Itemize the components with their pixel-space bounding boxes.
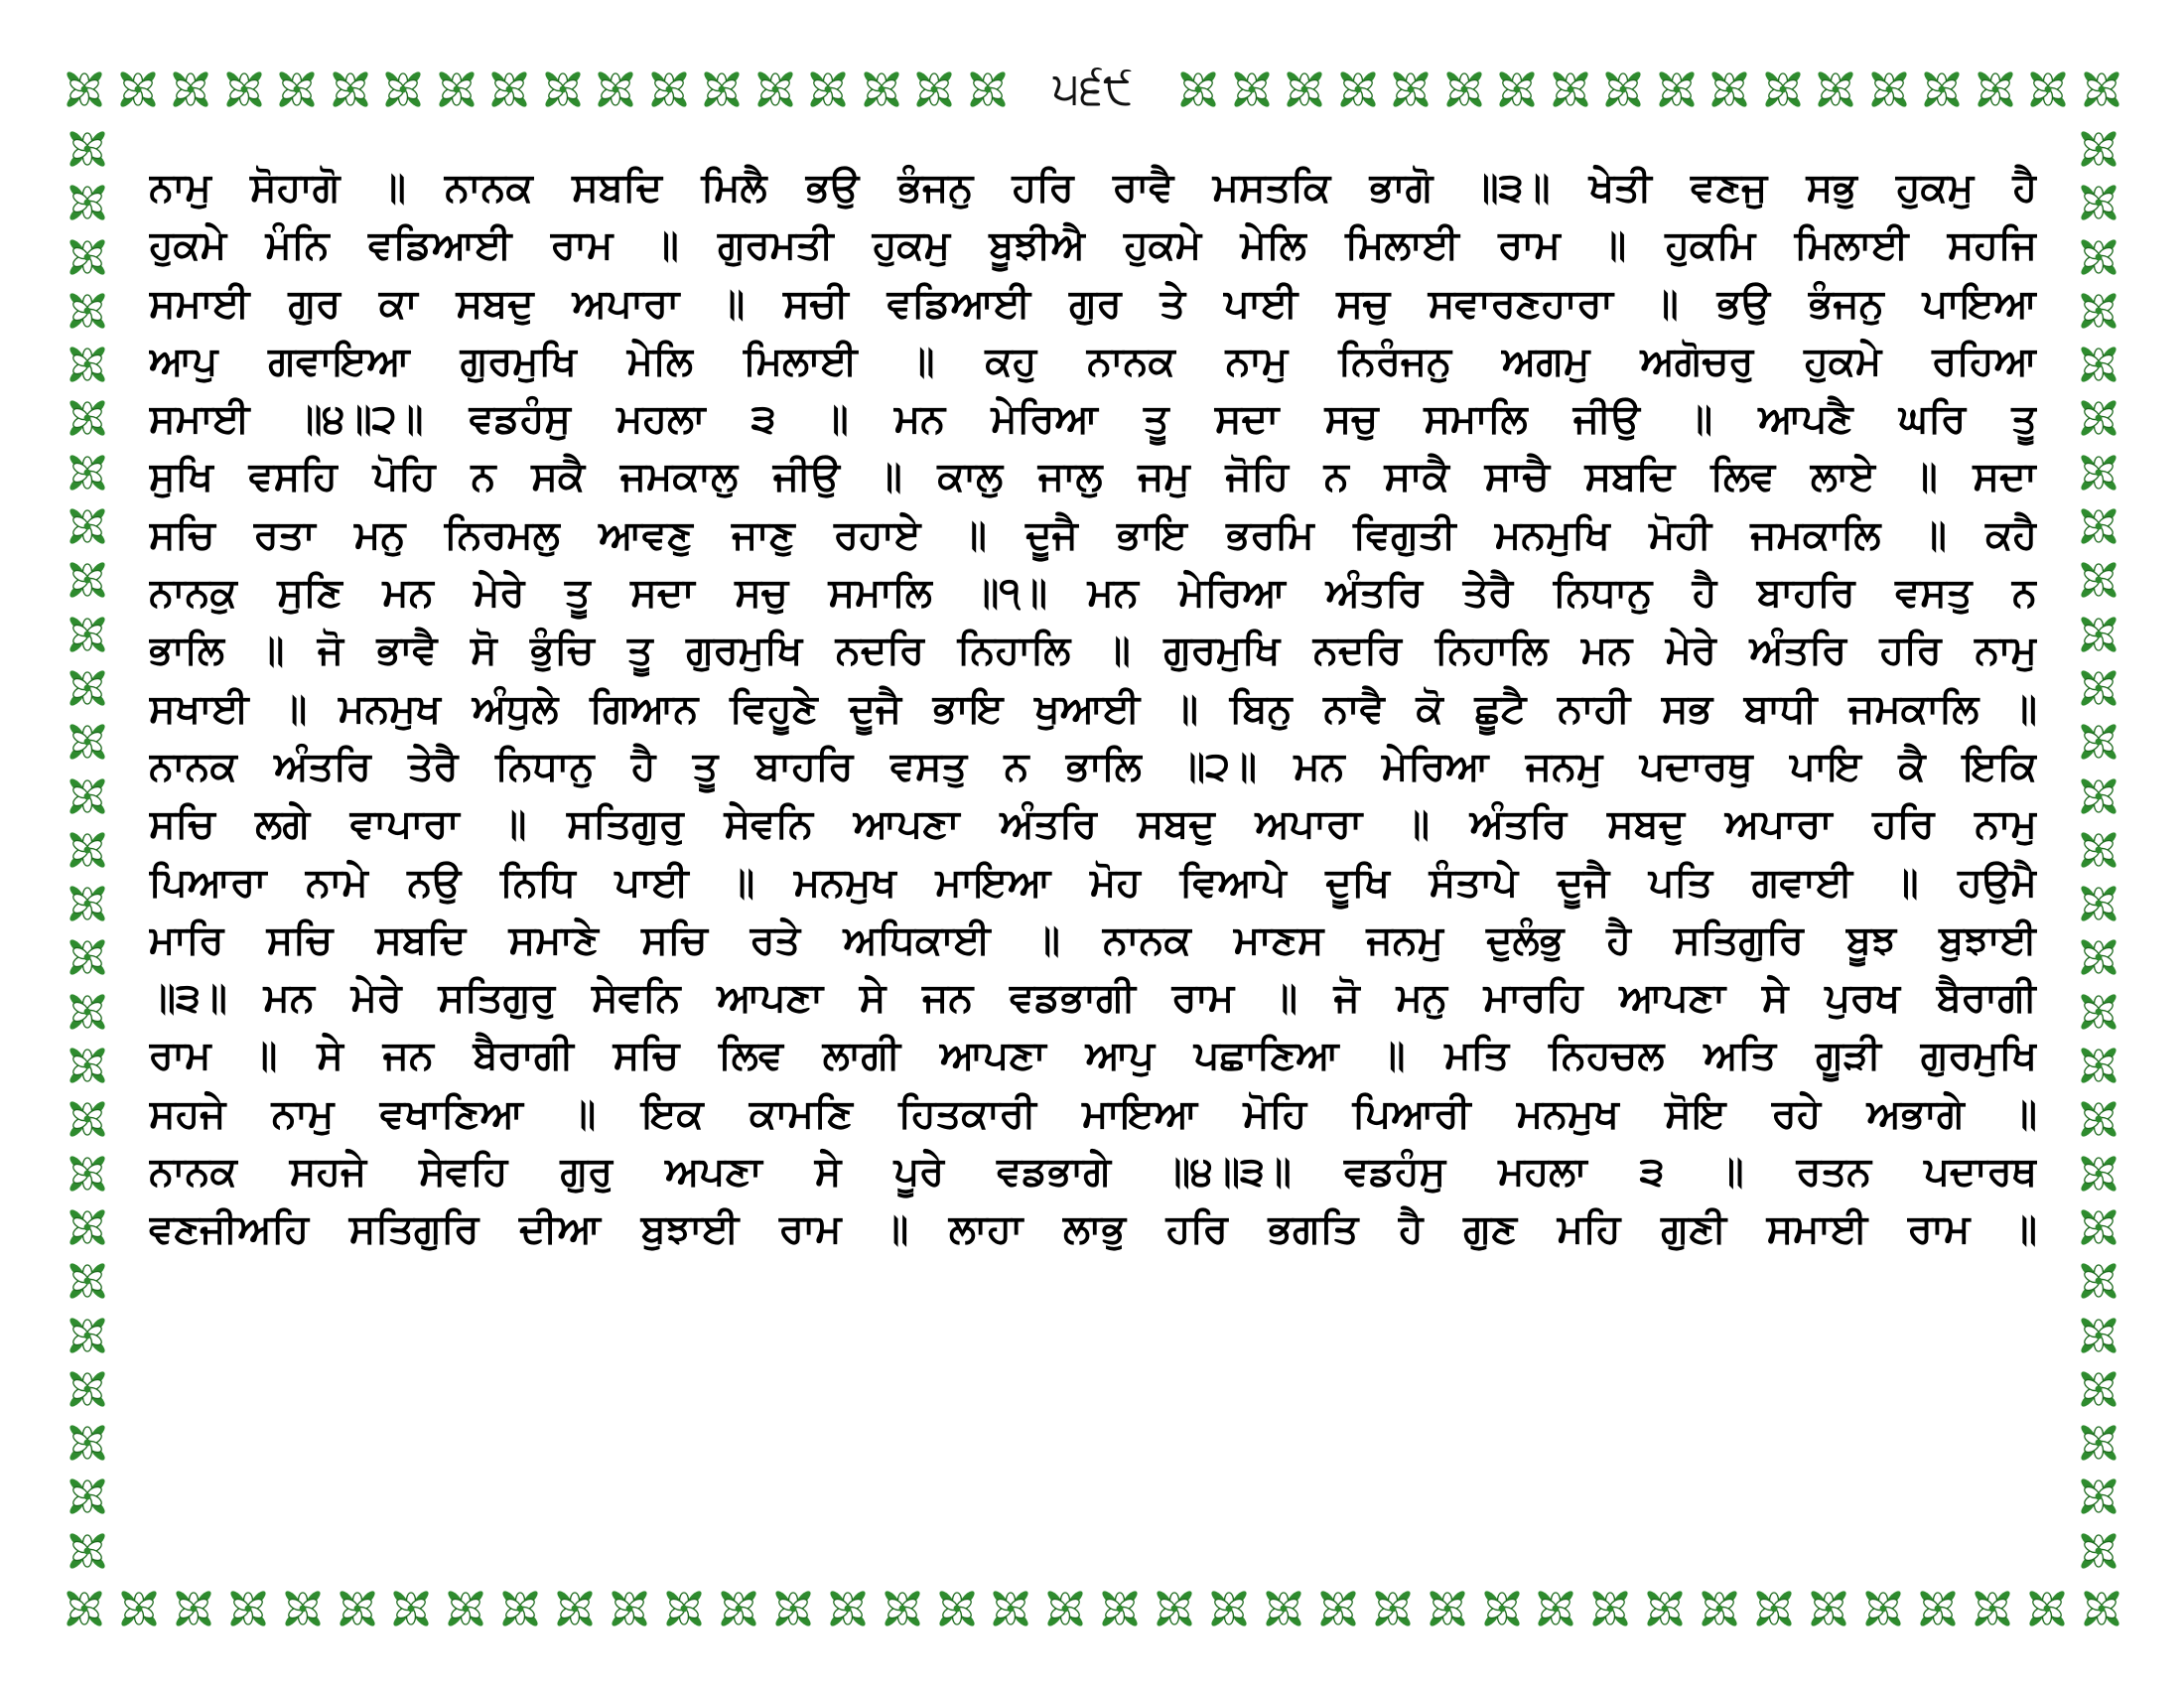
green-flower-icon xyxy=(1971,65,2020,114)
green-flower-icon xyxy=(1492,65,1542,114)
text-line: ਮਾਰਿ ਸਚਿ ਸਬਦਿ ਸਮਾਣੇ ਸਚਿ ਰਤੇ ਅਧਿਕਾਈ ॥ ਨਾਨਕ ਮਾਣਸ ਜਨਮੁ ਦੁਲੰਭੁ ਹੈ ਸਤਿਗੁਰਿ ਬੂਝ ਬੁਝਾਈ xyxy=(149,916,2037,963)
green-flower-icon xyxy=(63,879,112,928)
green-flower-icon xyxy=(1917,65,1967,114)
green-flower-icon xyxy=(2074,340,2123,389)
green-flower-icon xyxy=(1333,65,1383,114)
green-flower-icon xyxy=(2074,1472,2123,1521)
green-flower-icon xyxy=(1640,1584,1690,1633)
green-flower-icon xyxy=(1749,1584,1799,1633)
green-flower-icon xyxy=(1804,1584,1853,1633)
text-line: ਹੁਕਮੇ ਮੰਨਿ ਵਡਿਆਈ ਰਾਮ ॥ ਗੁਰਮਤੀ ਹੁਕਮੁ ਬੂਝੀਐ ਹੁਕਮੇ ਮੇਲਿ ਮਿਲਾਈ ਰਾਮ ॥ ਹੁਕਮਿ ਮਿਲਾਈ ਸਹਜਿ xyxy=(149,222,2037,269)
green-flower-icon xyxy=(1204,1584,1254,1633)
green-flower-icon xyxy=(272,65,322,114)
left-flower-border xyxy=(60,124,115,1576)
green-flower-icon xyxy=(1368,1584,1418,1633)
green-flower-icon xyxy=(169,1584,218,1633)
text-line: ਸਚਿ ਲਗੇ ਵਾਪਾਰਾ ॥ ਸਤਿਗੁਰੁ ਸੇਵਨਿ ਆਪਣਾ ਅੰਤਰਿ ਸਬਦੁ ਅਪਾਰਾ ॥ ਅੰਤਰਿ ਸਬਦੁ ਅਪਾਰਾ ਹਰਿ ਨਾਮੁ xyxy=(149,801,2037,848)
green-flower-icon xyxy=(1150,1584,1199,1633)
green-flower-icon xyxy=(63,1526,112,1576)
green-flower-icon xyxy=(1968,1584,2017,1633)
text-line: ਨਾਨਕੁ ਸੁਣਿ ਮਨ ਮੇਰੇ ਤੂ ਸਦਾ ਸਚੁ ਸਮਾਲਿ ॥੧॥ ਮਨ ਮੇਰਿਆ ਅੰਤਰਿ ਤੇਰੈ ਨਿਧਾਨੁ ਹੈ ਬਾਹਰਿ ਵਸਤੁ ਨ xyxy=(149,570,2037,617)
green-flower-icon xyxy=(1652,65,1702,114)
green-flower-icon xyxy=(2074,448,2123,497)
green-flower-icon xyxy=(63,663,112,713)
green-flower-icon xyxy=(63,610,112,659)
green-flower-icon xyxy=(2074,663,2123,713)
green-flower-icon xyxy=(386,1584,436,1633)
text-line: ਸਮਾਈ ਗੁਰ ਕਾ ਸਬਦੁ ਅਪਾਰਾ ॥ ਸਚੀ ਵਡਿਆਈ ਗੁਰ ਤੇ ਪਾਈ ਸਚੁ ਸਵਾਰਣਹਾਰਾ ॥ ਭਉ ਭੰਜਨੁ ਪਾਇਆ xyxy=(149,280,2037,327)
green-flower-icon xyxy=(768,1584,818,1633)
green-flower-icon xyxy=(644,65,694,114)
green-flower-icon xyxy=(1913,1584,1963,1633)
green-flower-icon xyxy=(378,65,428,114)
text-line: ਆਪੁ ਗਵਾਇਆ ਗੁਰਮੁਖਿ ਮੇਲਿ ਮਿਲਾਈ ॥ ਕਹੁ ਨਾਨਕ ਨਾਮੁ ਨਿਰੰਜਨੁ ਅਗਮੁ ਅਗੋਚਰੁ ਹੁਕਮੇ ਰਹਿਆ xyxy=(149,338,2037,384)
green-flower-icon xyxy=(1531,1584,1580,1633)
green-flower-icon xyxy=(2074,1526,2123,1576)
green-flower-icon xyxy=(63,448,112,497)
green-flower-icon xyxy=(63,1472,112,1521)
green-flower-icon xyxy=(113,65,163,114)
text-line: ਵਣਜੀਅਹਿ ਸਤਿਗੁਰਿ ਦੀਆ ਬੁਝਾਈ ਰਾਮ ॥ ਲਾਹਾ ਲਾਭੁ ਹਰਿ ਭਗਤਿ ਹੈ ਗੁਣ ਮਹਿ ਗੁਣੀ ਸਮਾਈ ਰਾਮ ॥ xyxy=(149,1206,2037,1253)
green-flower-icon xyxy=(63,1418,112,1468)
green-flower-icon xyxy=(63,178,112,227)
green-flower-icon xyxy=(2077,65,2126,114)
green-flower-icon xyxy=(63,932,112,982)
green-flower-icon xyxy=(63,1256,112,1306)
green-flower-icon xyxy=(63,393,112,443)
text-line: ਸਮਾਈ ॥੪॥੨॥ ਵਡਹੰਸੁ ਮਹਲਾ ੩ ॥ ਮਨ ਮੇਰਿਆ ਤੂ ਸਦਾ ਸਚੁ ਸਮਾਲਿ ਜੀਉ ॥ ਆਪਣੈ ਘਰਿ ਤੂ xyxy=(149,396,2037,443)
green-flower-icon xyxy=(63,555,112,605)
green-flower-icon xyxy=(2077,1584,2126,1633)
green-flower-icon xyxy=(1758,65,1808,114)
page-number: ੫੬੯ xyxy=(1052,61,1134,114)
green-flower-icon xyxy=(2074,124,2123,174)
green-flower-icon xyxy=(1477,1584,1527,1633)
green-flower-icon xyxy=(591,65,640,114)
text-line: ਨਾਮੁ ਸੋਹਾਗੋ ॥ ਨਾਨਕ ਸਬਦਿ ਮਿਲੈ ਭਉ ਭੰਜਨੁ ਹਰਿ ਰਾਵੈ ਮਸਤਕਿ ਭਾਗੋ ॥੩॥ ਖੇਤੀ ਵਣਜੁ ਸਭੁ ਹੁਕਮੁ ਹੈ xyxy=(149,165,2037,211)
green-flower-icon xyxy=(1095,1584,1145,1633)
text-line: ਭਾਲਿ ॥ ਜੋ ਭਾਵੈ ਸੋ ਭੁੰਚਿ ਤੂ ਗੁਰਮੁਖਿ ਨਦਰਿ ਨਿਹਾਲਿ ॥ ਗੁਰਮੁਖਿ ਨਦਰਿ ਨਿਹਾਲਿ ਮਨ ਮੇਰੇ ਅੰਤਰਿ ਹਰਿ ਨਾਮੁ xyxy=(149,628,2037,674)
green-flower-icon xyxy=(219,65,269,114)
green-flower-icon xyxy=(2074,932,2123,982)
top-right-flower-border xyxy=(1173,62,2126,117)
green-flower-icon xyxy=(278,1584,328,1633)
green-flower-icon xyxy=(1280,65,1329,114)
green-flower-icon xyxy=(1040,1584,1090,1633)
green-flower-icon xyxy=(909,65,959,114)
green-flower-icon xyxy=(495,1584,545,1633)
green-flower-icon xyxy=(2074,987,2123,1037)
green-flower-icon xyxy=(114,1584,164,1633)
green-flower-icon xyxy=(857,65,906,114)
green-flower-icon xyxy=(1259,1584,1308,1633)
green-flower-icon xyxy=(2074,1418,2123,1468)
green-flower-icon xyxy=(1695,1584,1744,1633)
text-line: ਸੁਖਿ ਵਸਹਿ ਪੋਹਿ ਨ ਸਕੈ ਜਮਕਾਲੁ ਜੀਉ ॥ ਕਾਲੁ ਜਾਲੁ ਜਮੁ ਜੋਹਿ ਨ ਸਾਕੈ ਸਾਚੈ ਸਬਦਿ ਲਿਵ ਲਾਏ ॥ ਸਦਾ xyxy=(149,454,2037,500)
green-flower-icon xyxy=(63,772,112,821)
green-flower-icon xyxy=(1811,65,1860,114)
green-flower-icon xyxy=(2074,1364,2123,1414)
green-flower-icon xyxy=(2074,178,2123,227)
green-flower-icon xyxy=(432,65,481,114)
green-flower-icon xyxy=(63,1311,112,1360)
text-line: ਰਾਮ ॥ ਸੇ ਜਨ ਬੈਰਾਗੀ ਸਚਿ ਲਿਵ ਲਾਗੀ ਆਪਣਾ ਆਪੁ ਪਛਾਣਿਆ ॥ ਮਤਿ ਨਿਹਚਲ ਅਤਿ ਗੂੜੀ ਗੁਰਮੁਖਿ xyxy=(149,1033,2037,1079)
right-flower-border xyxy=(2071,124,2126,1576)
green-flower-icon xyxy=(2074,1202,2123,1252)
green-flower-icon xyxy=(63,987,112,1037)
green-flower-icon xyxy=(63,501,112,551)
green-flower-icon xyxy=(659,1584,709,1633)
text-line: ਸਚਿ ਰਤਾ ਮਨੁ ਨਿਰਮਲੁ ਆਵਣੁ ਜਾਣੁ ਰਹਾਏ ॥ ਦੂਜੈ ਭਾਇ ਭਰਮਿ ਵਿਗੁਤੀ ਮਨਮੁਖਿ ਮੋਹੀ ਜਮਕਾਲਿ ॥ ਕਹੈ xyxy=(149,511,2037,558)
green-flower-icon xyxy=(986,1584,1035,1633)
green-flower-icon xyxy=(550,1584,600,1633)
green-flower-icon xyxy=(2023,65,2073,114)
text-line: ॥੩॥ ਮਨ ਮੇਰੇ ਸਤਿਗੁਰੁ ਸੇਵਨਿ ਆਪਣਾ ਸੇ ਜਨ ਵਡਭਾਗੀ ਰਾਮ ॥ ਜੋ ਮਨੁ ਮਾਰਹਿ ਆਪਣਾ ਸੇ ਪੁਰਖ ਬੈਰਾਗੀ xyxy=(149,975,2037,1022)
green-flower-icon xyxy=(2074,286,2123,336)
green-flower-icon xyxy=(223,1584,273,1633)
green-flower-icon xyxy=(60,1584,109,1633)
green-flower-icon xyxy=(2074,232,2123,282)
green-flower-icon xyxy=(326,65,375,114)
green-flower-icon xyxy=(63,1202,112,1252)
green-flower-icon xyxy=(2074,555,2123,605)
green-flower-icon xyxy=(878,1584,927,1633)
green-flower-icon xyxy=(697,65,747,114)
bottom-flower-border xyxy=(60,1581,2126,1636)
green-flower-icon xyxy=(2074,393,2123,443)
text-line: ਸਹਜੇ ਨਾਮੁ ਵਖਾਣਿਆ ॥ ਇਕ ਕਾਮਣਿ ਹਿਤਕਾਰੀ ਮਾਇਆ ਮੋਹਿ ਪਿਆਰੀ ਮਨਮੁਖ ਸੋਇ ਰਹੇ ਅਭਾਗੇ ॥ xyxy=(149,1090,2037,1137)
green-flower-icon xyxy=(1705,65,1754,114)
green-flower-icon xyxy=(333,1584,382,1633)
text-line: ਪਿਆਰਾ ਨਾਮੇ ਨਉ ਨਿਧਿ ਪਾਈ ॥ ਮਨਮੁਖ ਮਾਇਆ ਮੋਹ ਵਿਆਪੇ ਦੂਖਿ ਸੰਤਾਪੇ ਦੂਜੈ ਪਤਿ ਗਵਾਈ ॥ ਹਉਮੈ xyxy=(149,859,2037,906)
green-flower-icon xyxy=(2074,1311,2123,1360)
green-flower-icon xyxy=(803,65,853,114)
green-flower-icon xyxy=(605,1584,654,1633)
green-flower-icon xyxy=(1546,65,1595,114)
green-flower-icon xyxy=(1439,65,1489,114)
green-flower-icon xyxy=(714,1584,763,1633)
green-flower-icon xyxy=(2074,610,2123,659)
green-flower-icon xyxy=(60,65,109,114)
green-flower-icon xyxy=(63,1364,112,1414)
green-flower-icon xyxy=(63,232,112,282)
green-flower-icon xyxy=(2074,1094,2123,1144)
green-flower-icon xyxy=(63,1041,112,1090)
green-flower-icon xyxy=(63,340,112,389)
green-flower-icon xyxy=(1313,1584,1363,1633)
green-flower-icon xyxy=(1423,1584,1472,1633)
green-flower-icon xyxy=(1585,1584,1635,1633)
green-flower-icon xyxy=(1864,65,1914,114)
green-flower-icon xyxy=(1858,1584,1908,1633)
green-flower-icon xyxy=(2022,1584,2072,1633)
green-flower-icon xyxy=(484,65,534,114)
top-left-flower-border xyxy=(60,62,1013,117)
green-flower-icon xyxy=(2074,1041,2123,1090)
green-flower-icon xyxy=(963,65,1013,114)
green-flower-icon xyxy=(751,65,800,114)
green-flower-icon xyxy=(823,1584,873,1633)
green-flower-icon xyxy=(2074,1149,2123,1198)
green-flower-icon xyxy=(63,825,112,875)
text-line: ਸਖਾਈ ॥ ਮਨਮੁਖ ਅੰਧੁਲੇ ਗਿਆਨ ਵਿਹੂਣੇ ਦੂਜੈ ਭਾਇ ਖੁਆਈ ॥ ਬਿਨੁ ਨਾਵੈ ਕੋ ਛੂਟੈ ਨਾਹੀ ਸਭ ਬਾਧੀ ਜਮਕਾਲਿ ॥ xyxy=(149,685,2037,732)
green-flower-icon xyxy=(932,1584,982,1633)
green-flower-icon xyxy=(1227,65,1277,114)
green-flower-icon xyxy=(441,1584,490,1633)
green-flower-icon xyxy=(63,1149,112,1198)
green-flower-icon xyxy=(63,286,112,336)
green-flower-icon xyxy=(63,124,112,174)
green-flower-icon xyxy=(2074,879,2123,928)
green-flower-icon xyxy=(63,1094,112,1144)
green-flower-icon xyxy=(1173,65,1223,114)
green-flower-icon xyxy=(2074,501,2123,551)
green-flower-icon xyxy=(1598,65,1648,114)
green-flower-icon xyxy=(2074,772,2123,821)
scripture-text-block xyxy=(149,159,2037,1549)
text-line: ਨਾਨਕ ਅੰਤਰਿ ਤੇਰੈ ਨਿਧਾਨੁ ਹੈ ਤੂ ਬਾਹਰਿ ਵਸਤੁ ਨ ਭਾਲਿ ॥੨॥ ਮਨ ਮੇਰਿਆ ਜਨਮੁ ਪਦਾਰਥੁ ਪਾਇ ਕੈ ਇਕਿ xyxy=(149,743,2037,789)
green-flower-icon xyxy=(2074,1256,2123,1306)
green-flower-icon xyxy=(2074,825,2123,875)
text-line: ਨਾਨਕ ਸਹਜੇ ਸੇਵਹਿ ਗੁਰੁ ਅਪਣਾ ਸੇ ਪੂਰੇ ਵਡਭਾਗੇ ॥੪॥੩॥ ਵਡਹੰਸੁ ਮਹਲਾ ੩ ॥ ਰਤਨ ਪਦਾਰਥ xyxy=(149,1149,2037,1196)
green-flower-icon xyxy=(538,65,588,114)
green-flower-icon xyxy=(1386,65,1435,114)
green-flower-icon xyxy=(2074,717,2123,767)
green-flower-icon xyxy=(166,65,215,114)
green-flower-icon xyxy=(63,717,112,767)
